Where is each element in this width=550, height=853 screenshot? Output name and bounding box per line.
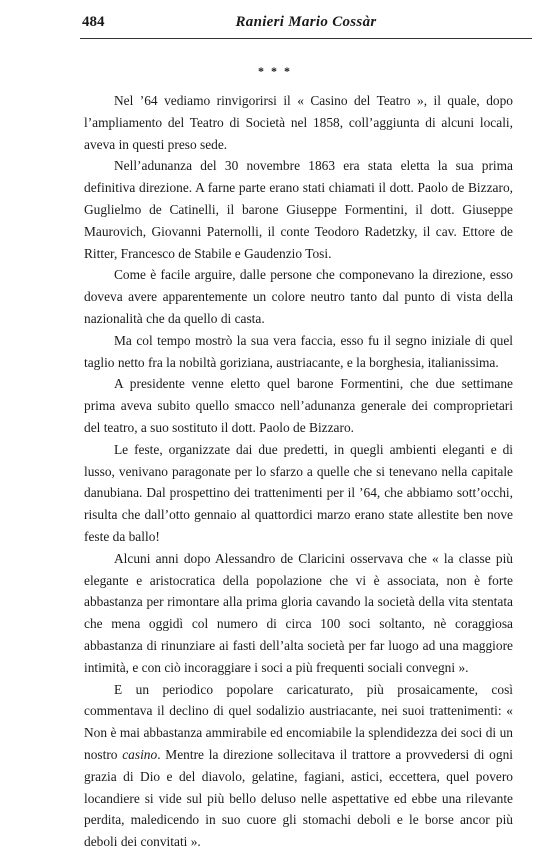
body-text	[84, 90, 513, 853]
page-number: 484	[82, 14, 105, 30]
section-divider: * * *	[258, 64, 292, 78]
paragraph: A presidente venne eletto quel barone Formentini, che due settimane prima aveva subito quello smacco nell’adunanza generale dei comproprietari del teatro, a suo sostituto il dott. Paolo de Bizzaro.	[84, 376, 513, 435]
paragraph: Alcuni anni dopo Alessandro de Claricini osservava che « la classe più elegante e aristocratica della popolazione che vi è associata, non è forte abbastanza per rimontare alla prima gloria cavando la società della vita stentata che mena oggidì col numero di circa 100 soci soltanto, nè coraggiosa abbastanza di rinunziare ai fasti dell’alta società per far luogo ad una maggiore intimità, e con ciò incoraggiare i soci a più frequenti sociali convegni ».	[84, 550, 513, 675]
paragraph-text: . Mentre la direzione sollecitava il trattore a provvedersi di ogni grazia di Dio e del diavolo, gelatine, fagiani, astici, eccettera, quel povero locandiere si vide sul più bello deluso nelle aspettative ed ebbe una rilevante perdita, maledicendo in suo cuore gli stomachi deboli e le borse ancor più deboli dei convitati ».	[84, 746, 513, 850]
paragraph-text: E un periodico popolare caricaturato, più prosaicamente, così commentava il declino di quel sodalizio austriacante, nei suoi trattenimenti: « Non è mai abbastanza ammirabile ed encomiabile la splendidezza dei soci di un nostro	[84, 681, 513, 762]
header-rule	[80, 38, 532, 39]
paragraph: Ma col tempo mostrò la sua vera faccia, esso fu il segno iniziale di quel taglio netto fra la nobiltà goriziana, austriacante, e la borghesia, italianissima.	[84, 332, 513, 370]
paragraph: Le feste, organizzate dai due predetti, in quegli ambienti eleganti e di lusso, venivano paragonate per lo sfarzo a quelle che si tenevano nella capitale danubiana. Dal prospettino dei trattenimenti per il ’64, che abbiamo sott’occhi, risulta che dall’otto gennaio al quattordici marzo erano state allestite ben nove feste da ballo!	[84, 441, 513, 544]
paragraph: Come è facile arguire, dalle persone che componevano la direzione, esso doveva avere apparentemente un colore neutro tanto dal punto di vista della nazionalità che da quello di casta.	[84, 267, 513, 326]
page-header	[82, 14, 530, 36]
paragraph: Nell’adunanza del 30 novembre 1863 era stata eletta la sua prima definitiva direzione. A farne parte erano stati chiamati il dott. Paolo de Bizzaro, Guglielmo de Catinelli, il barone Giuseppe Formentini, il dott. Giuseppe Maurovich, Giovanni Paternolli, il conte Teodoro Radetzky, il cav. Ettore de Ritter, Francesco de Stabile e Gaudenzio Tosi.	[84, 158, 513, 261]
running-title: Ranieri Mario Cossàr	[235, 14, 377, 30]
paragraph: Nel ’64 vediamo rinvigorirsi il « Casino del Teatro », il quale, dopo l’ampliamento del Teatro di Società nel 1858, coll’aggiunta di alcuni locali, aveva in questi preso sede.	[84, 93, 513, 152]
italic-word: casino	[122, 746, 158, 762]
paragraph	[84, 679, 513, 853]
